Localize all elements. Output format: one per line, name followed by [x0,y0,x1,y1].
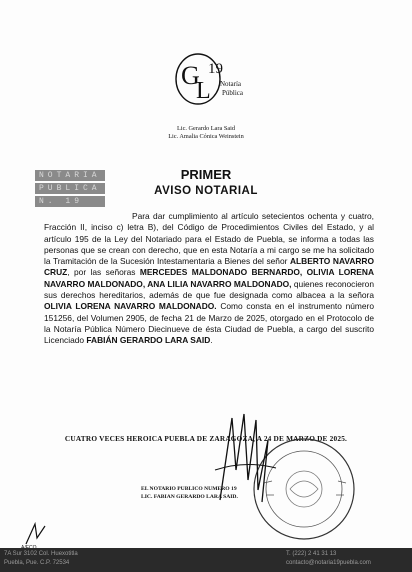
body-text-5: . [210,335,213,346]
logo-letter-l: L [196,78,211,104]
body-text-2: , por las señoras [67,267,140,278]
footer-email: contacto@notaria19puebla.com [286,560,371,566]
side-stamp-row-1: NOTARIA [35,170,105,181]
notary-logo [170,46,248,116]
signature-title: EL NOTARIO PUBLICO NUMERO 19 [141,486,237,492]
logo-publica: Pública [222,89,243,97]
footer-address-2: Puebla, Pue. C.P. 72534 [4,560,70,566]
notary-name-1: Lic. Gerardo Lara Said [176,125,236,132]
side-stamp-row-3: N. 19 [35,196,105,207]
footer-address-1: 7A Sur 3102 Col. Huexotitla [4,551,78,557]
heirs-names: MERCEDES MALDONADO BERNARDO, OLIVIA LORENA NAVARRO MALDONADO, ANA LILIA NAVARRO MALDONADO, [44,267,374,289]
footer-phone: T. (222) 2 41 31 13 [286,551,337,557]
executor-name: OLIVIA LORENA NAVARRO MALDONADO. [44,301,217,312]
notice-body [44,211,374,347]
body-text-3: quienes reconocieron sus derechos hereditarios, además de que fue designada como albacea a la señora [44,278,374,301]
logo-number: 19 [208,61,223,77]
notary-name-bold: FABIÁN GERARDO LARA SAID [86,335,211,346]
initials-scribble [23,520,49,548]
deceased-name: ALBERTO NAVARRO CRUZ [44,256,374,278]
place-and-date: CUATRO VECES HEROICA PUEBLA DE ZARAGOZA, A 24 DE MARZO DE 2025. [64,434,348,443]
logo-notaria: Notaría [220,80,241,88]
signature-name: LIC. FABIAN GERARDO LARA SAID. [141,494,238,500]
logo-letter-g: G [181,61,200,90]
side-stamp-row-2: PUBLICA [35,183,105,194]
body-text-4: Como consta en el instrumento número 151256, del Volumen 2905, de fecha 21 de Marzo de 2025, otorgado en el Protocolo de la Notaría Pública Número Diecinueve de ésta Ciudad de Puebla, a cargo del suscrito Licenciado [44,301,374,346]
body-text-1: Para dar cumplimiento al artículo setecientos ochenta y cuatro, Fracción II, inciso c) letra B), del Código de Procedimientos Civiles del Estado, y al artículo 195 de la Ley del Notariado para el Estado de Puebla, se informa a todas las personas que se crean con derecho, que en esta Notaría a mi cargo se me ha solicitado la Tramitación de la Sucesión Intestamentaria a Bienes del señor [44,211,374,267]
notice-title: PRIMER [180,167,232,182]
notary-name-2: Lic. Amalia Cónica Weinstein [168,133,244,140]
notice-subtitle: AVISO NOTARIAL [154,185,258,197]
